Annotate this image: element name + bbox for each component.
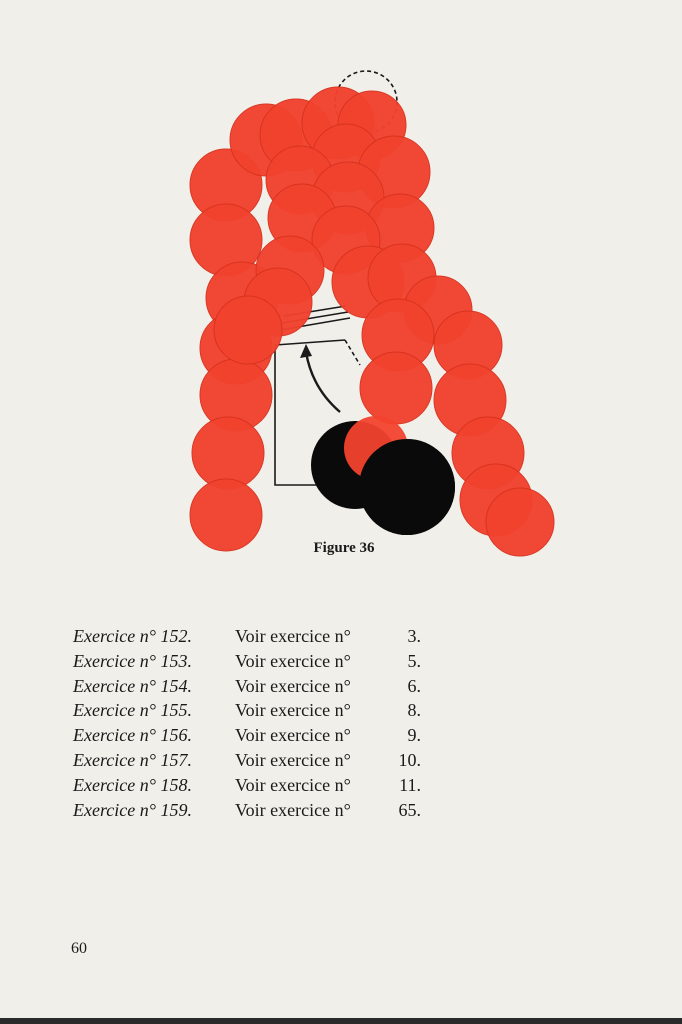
exercise-target: 11. [399,774,421,795]
exercise-target: 10. [398,749,421,770]
exercise-label: Exercice n° 158. [73,774,192,795]
exercise-label: Exercice n° 155. [73,700,192,721]
exercise-ref: Voir exercice n° [235,675,351,696]
exercise-row [73,624,421,649]
red-disc [214,296,282,364]
exercise-label: Exercice n° 153. [73,650,192,671]
exercise-target: 9. [407,725,421,746]
exercise-row [73,773,421,798]
exercise-target: 3. [407,626,421,646]
exercise-row [73,798,421,823]
figure-caption-text: Figure 36 [313,540,375,556]
exercise-label: Exercice n° 159. [73,799,192,820]
exercise-ref: Voir exercice n° [235,626,351,646]
exercise-label: Exercice n° 156. [73,725,192,746]
exercise-target: 65. [398,799,421,820]
exercise-row [73,698,421,723]
exercise-label: Exercice n° 157. [73,749,192,770]
exercise-label: Exercice n° 152. [73,626,192,646]
curved-arrow [300,344,340,412]
exercise-ref: Voir exercice n° [235,749,351,770]
exercise-ref: Voir exercice n° [235,799,351,820]
black-disc-front [359,439,455,535]
exercise-ref: Voir exercice n° [235,774,351,795]
exercise-ref: Voir exercice n° [235,650,351,671]
exercise-list [73,624,421,822]
exercise-row [73,748,421,773]
page-bottom-edge [0,1018,682,1024]
exercise-target: 5. [407,650,421,671]
exercise-label: Exercice n° 154. [73,675,192,696]
exercise-ref: Voir exercice n° [235,700,351,721]
exercise-ref: Voir exercice n° [235,725,351,746]
exercise-row [73,674,421,699]
figure-caption [0,540,682,557]
exercise-target: 6. [407,675,421,696]
red-disc [192,417,264,489]
exercise-target: 8. [407,700,421,721]
exercise-row [73,649,421,674]
exercise-row [73,723,421,748]
page-number: 60 [71,940,87,957]
red-disc [360,352,432,424]
